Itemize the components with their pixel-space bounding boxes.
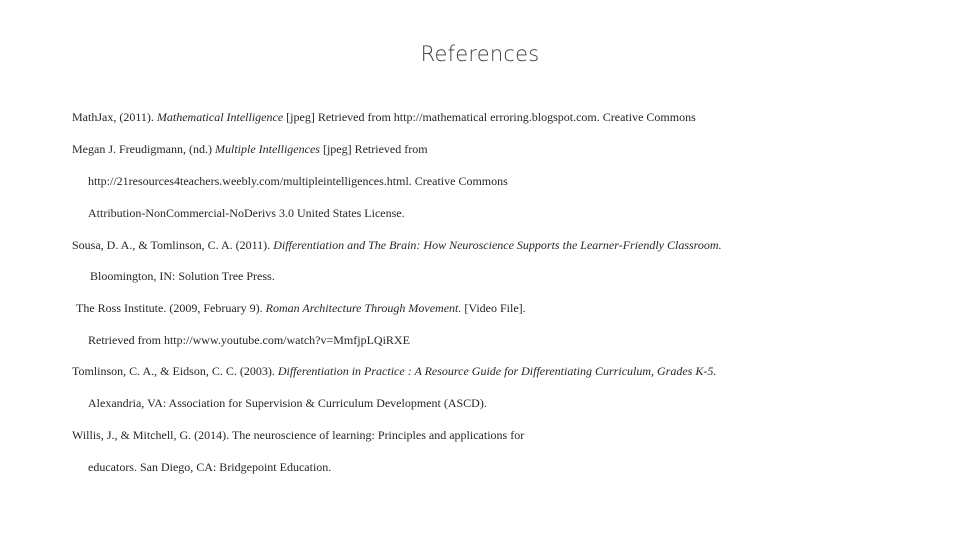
reference-text: Attribution-NonCommercial-NoDerivs 3.0 United States License. [88,206,405,220]
reference-text: Retrieved from http://www.youtube.com/watch?v=MmfjpLQiRXE [88,333,410,347]
reference-line-sousa [72,238,722,252]
reference-line-willis-publisher [88,460,331,474]
reference-text: Willis, J., & Mitchell, G. (2014). The neuroscience of learning: Principles and applications for [72,428,525,442]
reference-line-freudigmann-url [88,174,508,188]
reference-line-tomlinson-publisher [88,396,487,410]
reference-text: MathJax, (2011). [72,110,157,124]
reference-line-freudigmann-license [88,206,405,220]
reference-italic-title: Differentiation and The Brain: How Neuroscience Supports the Learner-Friendly Classroom. [273,238,722,252]
reference-line-mathjax [72,110,696,124]
reference-text: educators. San Diego, CA: Bridgepoint Education. [88,460,332,474]
reference-text: [Video File]. [461,301,526,315]
reference-line-sousa-publisher [90,269,275,283]
reference-text: Sousa, D. A., & Tomlinson, C. A. (2011). [72,238,274,252]
reference-line-tomlinson [72,364,716,378]
reference-text: The Ross Institute. (2009, February 9). [76,301,266,315]
reference-line-willis [72,428,524,442]
reference-text: Bloomington, IN: Solution Tree Press. [90,269,275,283]
reference-text: Tomlinson, C. A., & Eidson, C. C. (2003). [72,364,278,378]
reference-italic-title: Multiple Intelligences [214,142,320,156]
reference-text: [jpeg] Retrieved from http://mathematical erroring.blogspot.com. Creative Commons [283,110,696,124]
reference-italic-title: Differentiation in Practice : A Resource Guide for Differentiating Curriculum, Grades K-5. [277,364,717,378]
reference-text: Alexandria, VA: Association for Supervision & Curriculum Development (ASCD). [88,396,487,410]
reference-line-ross-url [88,333,410,347]
reference-line-ross [76,301,526,315]
reference-line-freudigmann [72,142,428,156]
slide-title: References [420,42,540,66]
reference-text: http://21resources4teachers.weebly.com/multipleintelligences.html. Creative Commons [88,174,508,188]
reference-text: Megan J. Freudigmann, (nd.) [72,142,215,156]
reference-text: [jpeg] Retrieved from [319,142,428,156]
reference-italic-title: Roman Architecture Through Movement. [265,301,462,315]
reference-italic-title: Mathematical Intelligence [156,110,284,124]
